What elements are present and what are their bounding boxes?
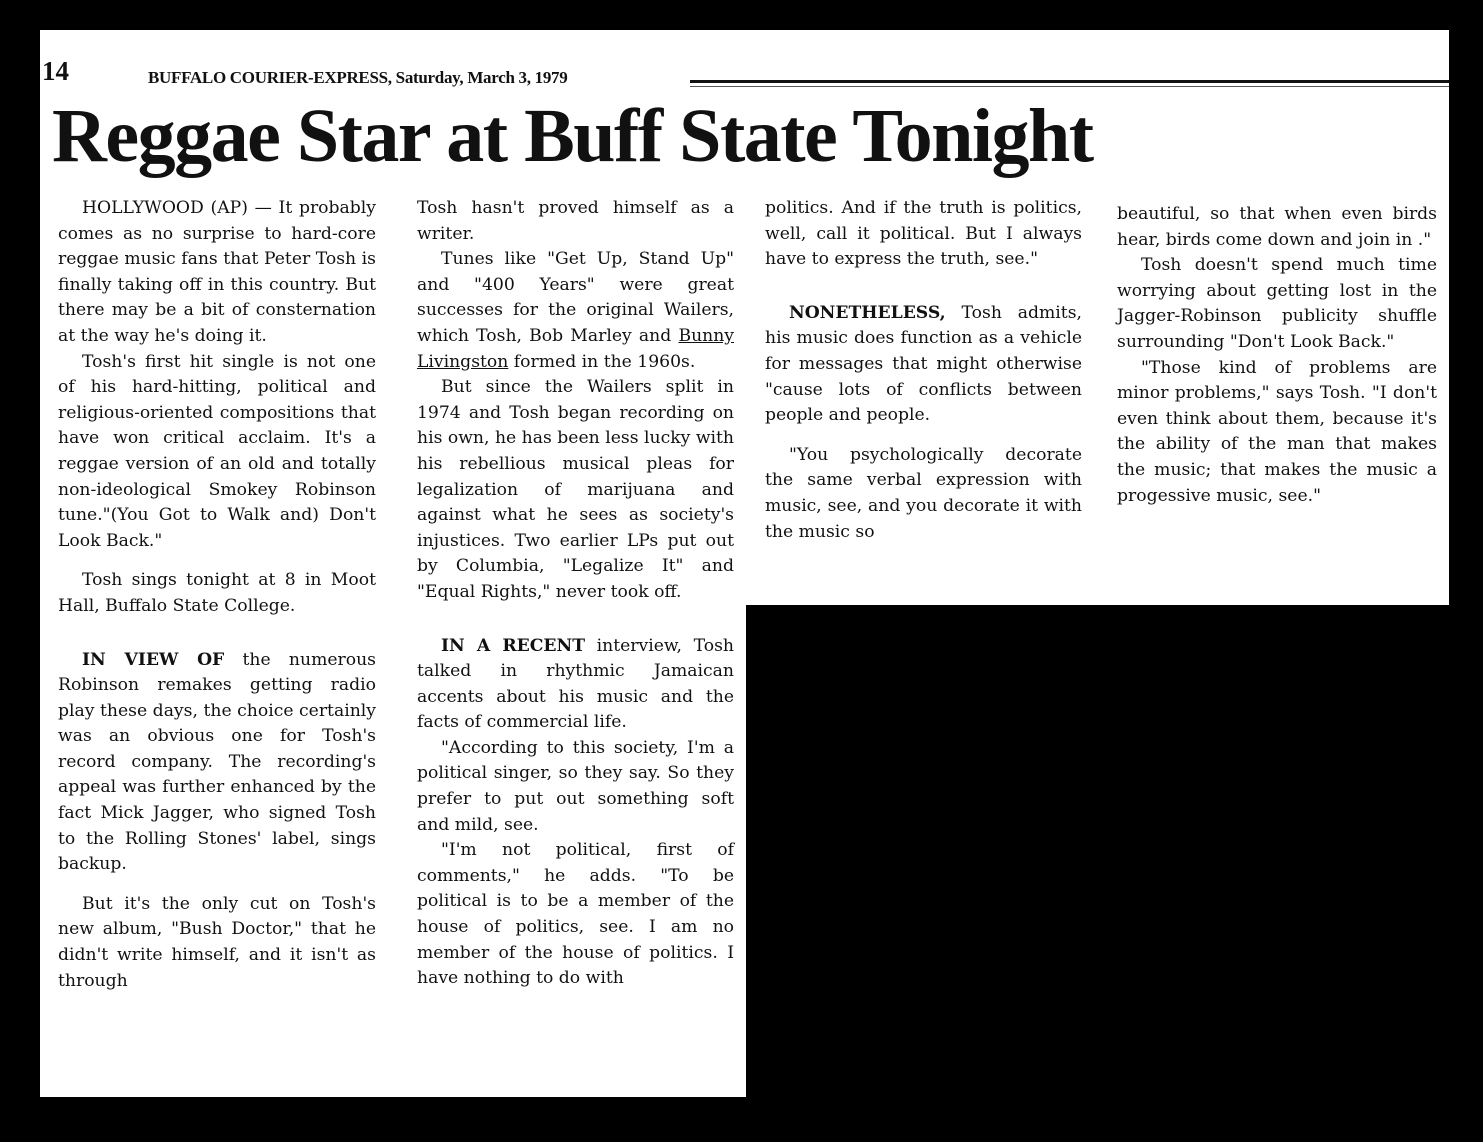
paragraph — [58, 648, 376, 878]
masthead-rule-thin — [690, 86, 1449, 87]
article-column-2 — [417, 196, 734, 992]
background-area — [746, 605, 1483, 1142]
masthead-rule — [690, 80, 1449, 83]
page-number: 14 — [42, 56, 69, 86]
article-column-4 — [1117, 202, 1437, 509]
paragraph: "I'm not political, first of comments," he adds. "To be political is to be a member of the house of politics, see. I am no member of the house of politics. I have nothing to do with — [417, 840, 734, 989]
paragraph: But it's the only cut on Tosh's new album, "Bush Doctor," that he didn't write himself, and it isn't as through — [58, 893, 376, 991]
paragraph-text: formed in the 1960s. — [508, 351, 696, 372]
underlined-name: Bunny Livingston — [417, 325, 734, 372]
paragraph: But since the Wailers split in 1974 and Tosh began recording on his own, he has been less lucky with his rebellious musical pleas for legalization of marijuana and against what he sees as society's injustices. Two earlier LPs put out by Columbia, "Legalize It" and "Equal Rights," never took off. — [417, 377, 734, 602]
article-column-1 — [58, 196, 376, 994]
paragraph — [765, 301, 1082, 429]
paragraph: HOLLYWOOD (AP) — It probably comes as no surprise to hard-core reggae music fans that Peter Tosh is finally taking off in this country. But there may be a bit of consternation at the way he's doing it. — [58, 198, 376, 346]
section-lead: NONETHELESS, — [789, 302, 946, 323]
paragraph-text: interview, Tosh talked in rhythmic Jamaican accents about his music and the facts of commercial life. — [417, 635, 735, 733]
headline: Reggae Star at Buff State Tonight — [52, 94, 1093, 178]
paragraph: "Those kind of problems are minor problems," says Tosh. "I don't even think about them, because it's the ability of the man that makes the music; that makes the music a progessive music, see." — [1117, 357, 1437, 506]
paragraph: politics. And if the truth is politics, well, call it political. But I always have to express the truth, see." — [765, 198, 1082, 270]
section-lead: IN A RECENT — [441, 635, 586, 656]
paragraph — [417, 247, 734, 375]
paragraph: "You psychologically decorate the same verbal expression with music, see, and you decorate it with the music so — [765, 444, 1082, 542]
paragraph: Tosh's first hit single is not one of his hard-hitting, political and religious-oriented compositions that have won critical acclaim. It's a reggae version of an old and totally non-ideological Smokey Robinson tune."(You Got to Walk and) Don't Look Back." — [58, 351, 376, 551]
masthead: BUFFALO COURIER-EXPRESS, Saturday, March 3, 1979 — [148, 68, 568, 87]
paragraph: beautiful, so that when even birds hear, birds come down and join in ." — [1117, 204, 1437, 250]
paragraph: Tosh doesn't spend much time worrying about getting lost in the Jagger-Robinson publicity shuffle surrounding "Don't Look Back." — [1117, 255, 1437, 352]
paragraph: Tosh sings tonight at 8 in Moot Hall, Buffalo State College. — [58, 570, 376, 616]
paragraph-text: Tosh admits, his music does function as a vehicle for messages that might otherwise "cause lots of conflicts between people and people. — [765, 302, 1082, 426]
paragraph-text: the numerous Robinson remakes getting radio play these days, the choice certainly was an obvious one for Tosh's record company. The recording's appeal was further enhanced by the fact Mick Jagger, who signed Tosh to the Rolling Stones' label, sings backup. — [58, 649, 376, 875]
article-column-3 — [765, 196, 1082, 545]
paragraph: "According to this society, I'm a political singer, so they say. So they prefer to put out something soft and mild, see. — [417, 737, 734, 835]
section-lead: IN VIEW OF — [82, 649, 225, 670]
paragraph-text: Tunes like "Get Up, Stand Up" and "400 Years" were great successes for the original Wailers, which Tosh, Bob Marley and — [417, 249, 734, 346]
paragraph — [417, 634, 734, 736]
paragraph: Tosh hasn't proved himself as a writer. — [417, 198, 734, 244]
